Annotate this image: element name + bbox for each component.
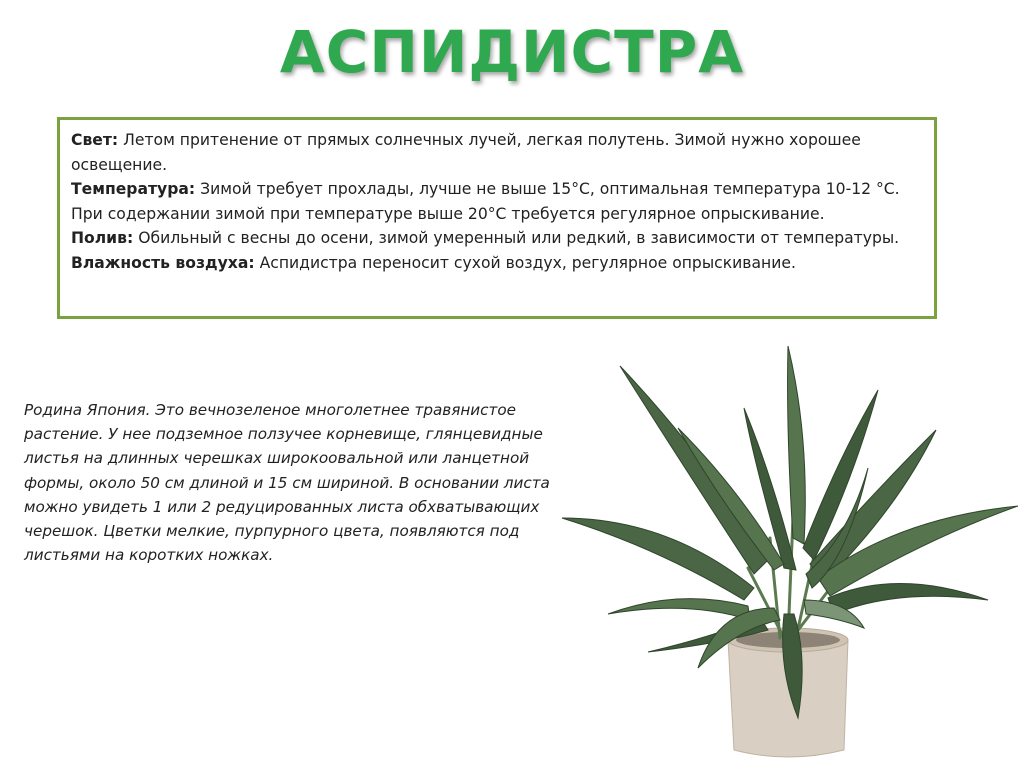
care-light xyxy=(71,128,924,177)
temperature-label: Температура: xyxy=(71,180,196,198)
watering-label: Полив: xyxy=(71,229,134,247)
care-humidity xyxy=(71,251,924,276)
temperature-text: Зимой требует прохлады, лучше не выше 15°С, оптимальная температура 10-12 °С. При содержании зимой при температуре выше 20°С требуется регулярное опрыскивание. xyxy=(71,180,900,223)
leaves xyxy=(562,346,1018,718)
care-watering xyxy=(71,226,924,251)
plant-image xyxy=(548,338,1024,767)
care-temperature xyxy=(71,177,924,226)
light-label: Свет: xyxy=(71,131,119,149)
watering-text: Обильный с весны до осени, зимой умеренный или редкий, в зависимости от температуры. xyxy=(138,229,900,247)
humidity-text: Аспидистра переносит сухой воздух, регулярное опрыскивание. xyxy=(259,253,796,272)
page-title: АСПИДИСТРА xyxy=(279,18,745,86)
humidity-label: Влажность воздуха: xyxy=(71,253,255,272)
care-info-box xyxy=(57,117,937,319)
plant-description: Родина Япония. Это вечнозеленое многолетнее травянистое растение. У нее подземное ползучее корневище, глянцевидные листья на длинных черешках широкоовальной или ланцетной формы, около 50 см длиной и 15 см шириной. В основании листа можно увидеть 1 или 2 редуцированных листа обхватывающих черешок. Цветки мелкие, пурпурного цвета, появляются под листьями на коротких ножках. xyxy=(24,401,550,565)
light-text: Летом притенение от прямых солнечных лучей, легкая полутень. Зимой нужно хорошее освещение. xyxy=(71,131,861,174)
